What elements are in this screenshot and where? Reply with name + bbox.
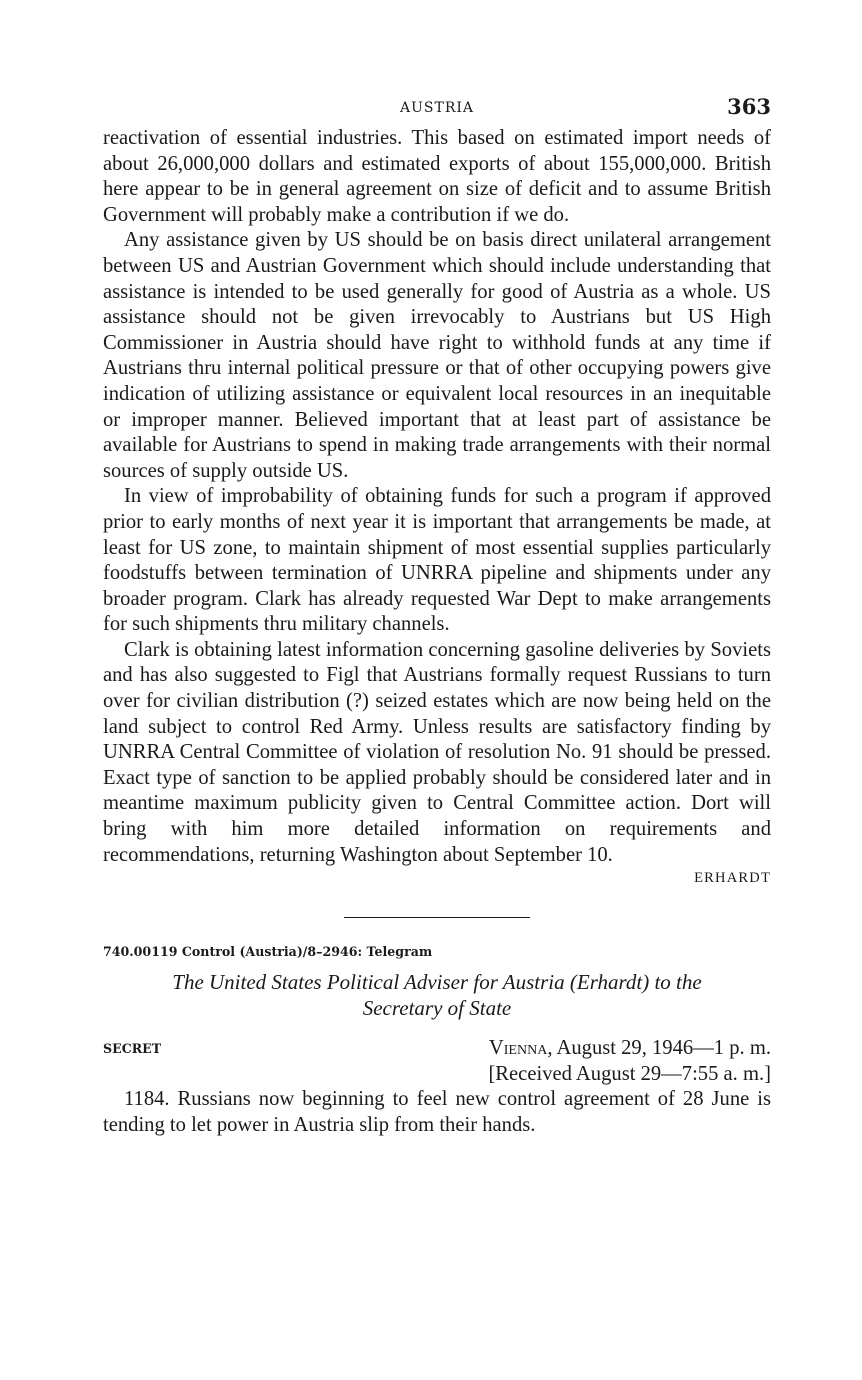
page-header [103,92,771,126]
telegram-title-line1: The United States Political Adviser for Austria (Erhardt) to the [172,970,702,995]
running-head: AUSTRIA [399,100,475,116]
signature: ERHARDT [694,870,771,887]
dateline-date: , August 29, 1946—1 p. m. [547,1037,771,1060]
telegram-title [103,969,771,1021]
section-divider [344,917,530,918]
telegram-body: 1184. Russians now beginning to feel new control agreement of 28 June is tending to let power in Austria slip from their hands. [103,1088,771,1136]
received-line: [Received August 29—7:55 a. m.] [488,1063,771,1086]
paragraph-funds: In view of improbability of obtaining funds for such a program if approved prior to early months of next year it is important that arrangements be made, at least for US zone, to maintain shipment of most essential supplies particularly foodstuffs between termination of UNRRA pipeline and shipments under any broader program. Clark has already requested War Dept to make arrangements for such shipments thru military channels. [103,485,771,636]
paragraph-continuation: reactivation of essential industries. This based on estimated import needs of about 26,000,000 dollars and estimated exports of about 155,000,000. British here appear to be in general agreement on size of deficit and to assume British Government will probably make a contribution if we do. [103,127,771,226]
dateline-place: Vienna [488,1037,548,1060]
page-number: 363 [727,94,771,119]
file-reference: 740.00119 Control (Austria)/8–2946: Telegram [103,944,433,960]
document-page [103,92,771,1138]
paragraph-assistance: Any assistance given by US should be on basis direct unilateral arrangement between US and Austrian Government which should include understanding that assistance is intended to be used generally for good of Austria as a whole. US assistance should not be given irrevocably to Austrians but US High Commissioner in Austria should have right to withhold funds at any time if Austrians thru internal political pressure or that of other occupying powers give indication of utilizing assistance or equivalent local resources in an inequitable or improper manner. Believed important that at least part of assistance be available for Austrians to spend in making trade arrangements with their normal sources of supply outside US. [103,229,771,482]
paragraph-gasoline: Clark is obtaining latest information concerning gasoline deliveries by Soviets and has also suggested to Figl that Austrians formally request Russians to turn over for civilian distribution (?) seized estates which are now being held on the land subject to control Red Army. Unless results are satisfactory finding by UNRRA Central Committee of violation of resolution No. 91 should be pressed. Exact type of sanction to be applied probably should be considered later and in meantime maximum publicity given to Central Committee action. Dort will bring with him more detailed information on requirements and recommendations, returning Washington about September 10. [103,638,771,866]
classification-label: SECRET [103,1041,162,1057]
dateline [488,1035,771,1087]
telegram-title-line2: Secretary of State [362,996,512,1021]
dateline-row [103,1035,771,1087]
